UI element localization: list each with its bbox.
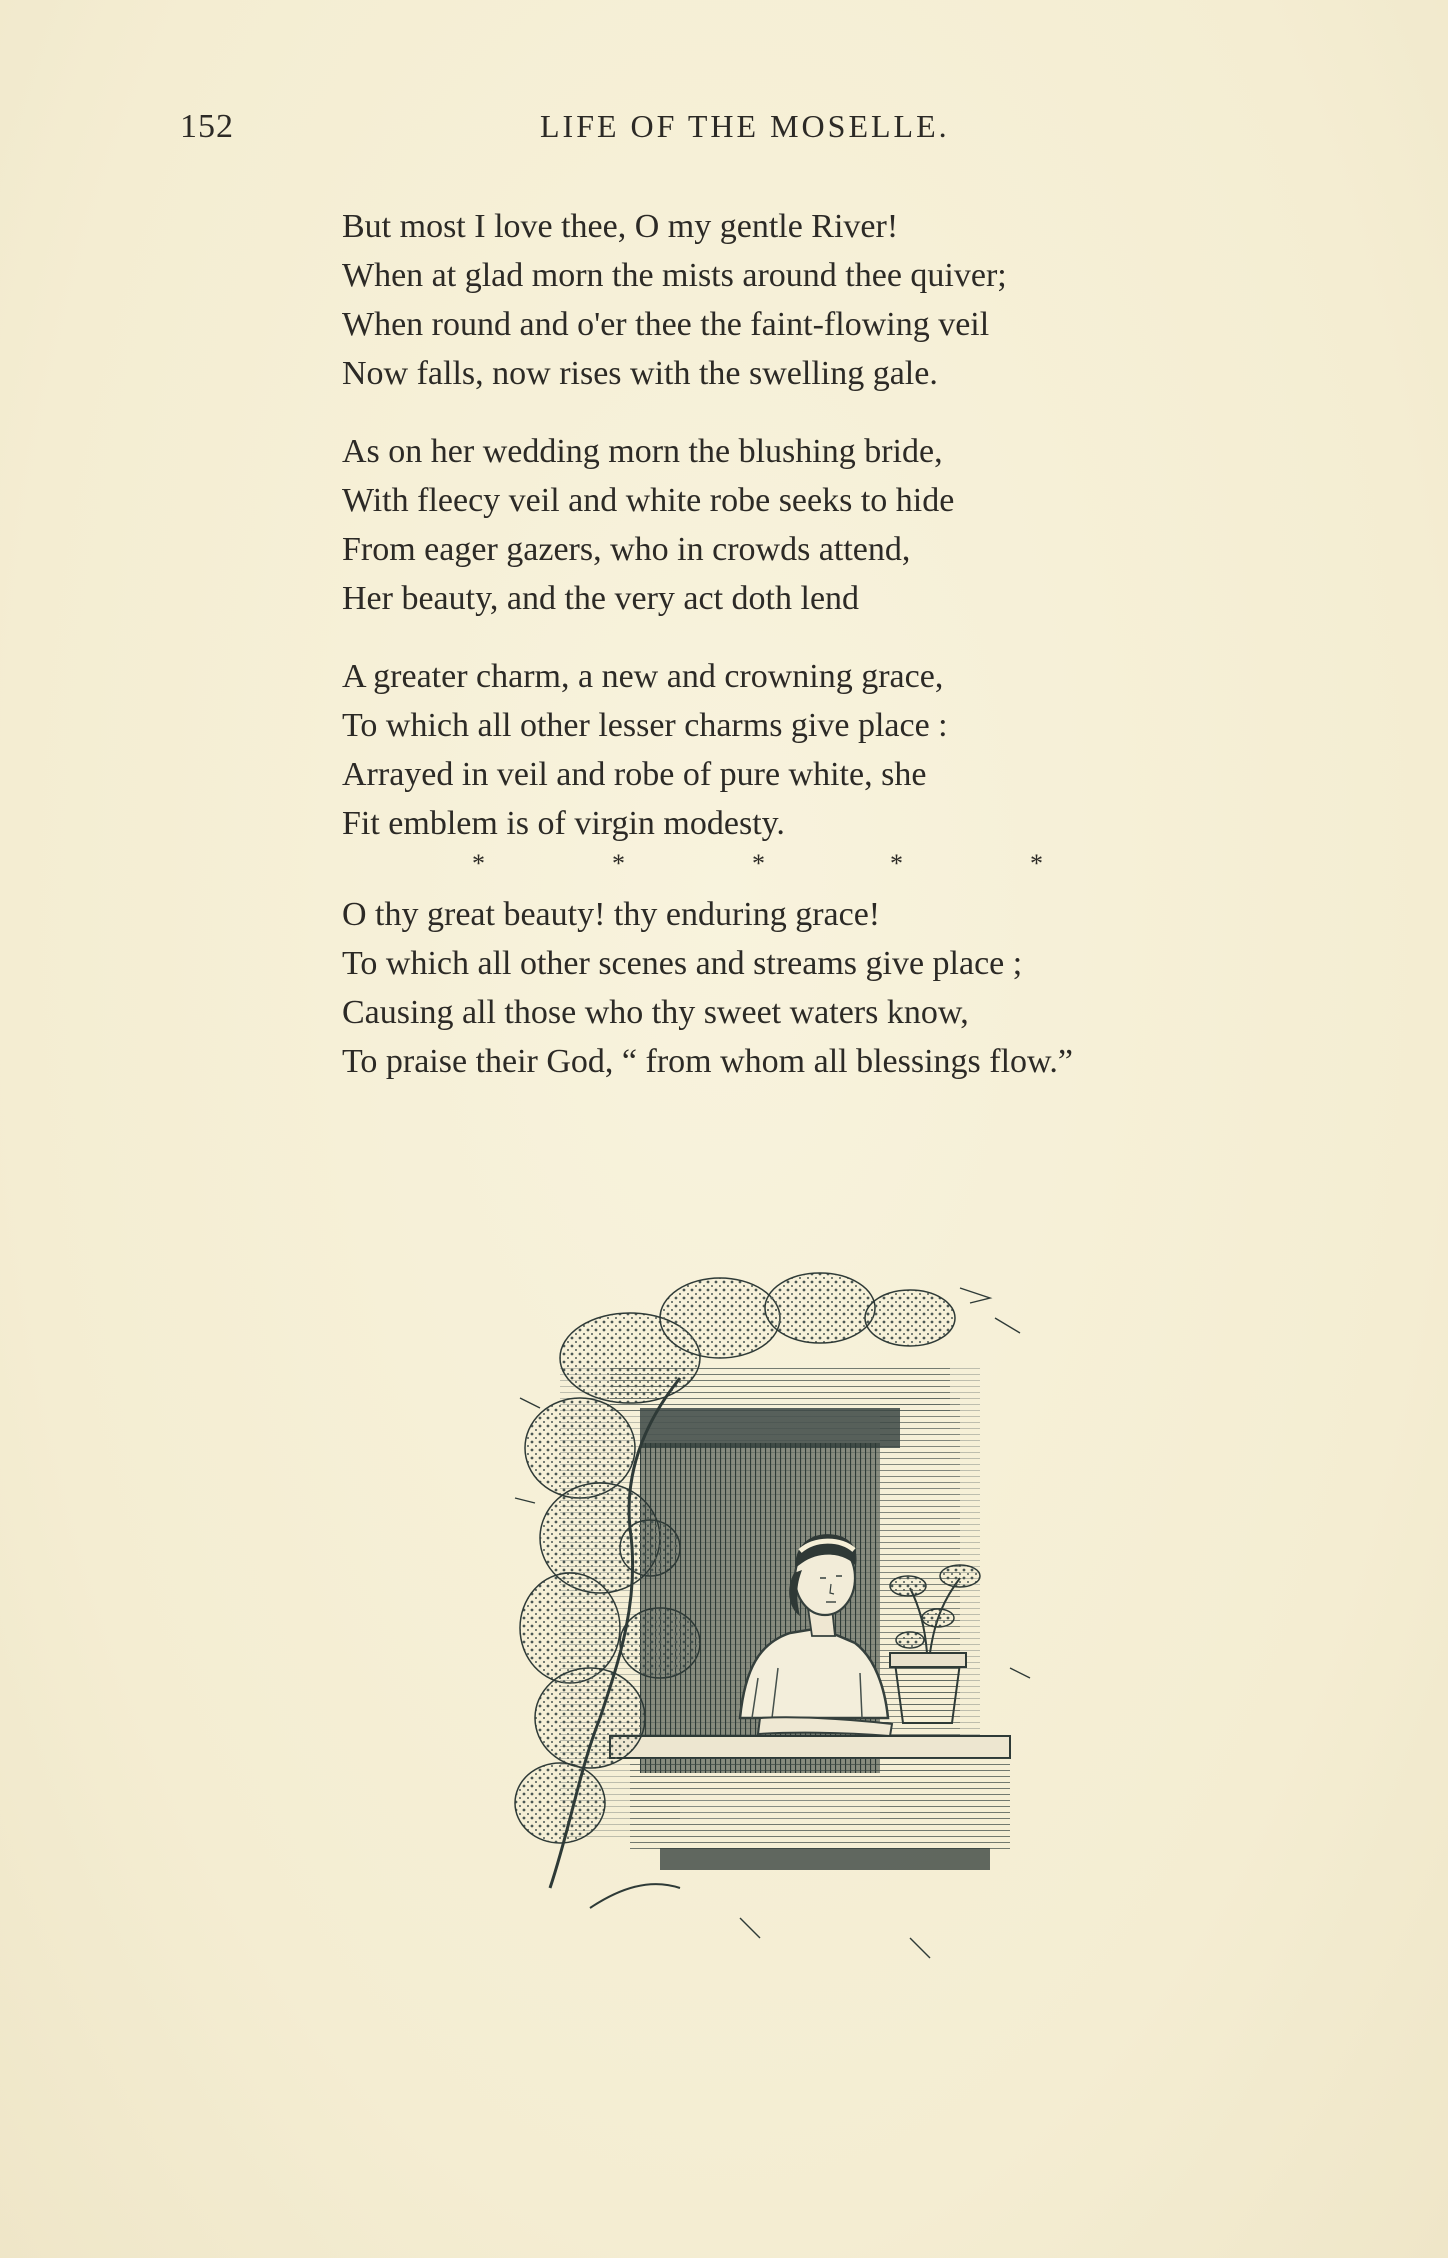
poem-line: Her beauty, and the very act doth lend: [342, 580, 860, 617]
poem-line: Fit emblem is of virgin modesty.: [342, 805, 785, 842]
poem-line: But most I love thee, O my gentle River!: [342, 208, 899, 245]
poem-line: When round and o'er thee the faint-flowing veil: [342, 306, 990, 343]
running-title: LIFE OF THE MOSELLE.: [540, 108, 950, 144]
poem: [342, 202, 1242, 1086]
asterisk: *: [612, 849, 625, 878]
poem-line: Causing all those who thy sweet waters know,: [342, 994, 969, 1031]
poem-line: Arrayed in veil and robe of pure white, she: [342, 756, 927, 793]
page-header: [180, 108, 1200, 158]
stanza-4: [342, 890, 1242, 1086]
asterisk: *: [472, 849, 485, 878]
poem-line: O thy great beauty! thy enduring grace!: [342, 896, 881, 933]
poem-line: To praise their God, “ from whom all blessings flow.”: [342, 1043, 1073, 1080]
stanza-2: [342, 427, 1242, 623]
asterisk: *: [1030, 849, 1043, 878]
poem-line: From eager gazers, who in crowds attend,: [342, 531, 911, 568]
asterisk: *: [752, 849, 765, 878]
asterisk: *: [890, 849, 903, 878]
poem-line: As on her wedding morn the blushing bride,: [342, 433, 943, 470]
engraving-woman-at-window-icon: [490, 1248, 1050, 1968]
page-number: 152: [180, 108, 234, 145]
stanza-3: [342, 652, 1242, 848]
poem-line: A greater charm, a new and crowning grace,: [342, 658, 944, 695]
stanza-1: [342, 202, 1242, 398]
poem-line: When at glad morn the mists around thee quiver;: [342, 257, 1007, 294]
poem-line: To which all other scenes and streams give place ;: [342, 945, 1023, 982]
asterism: [342, 840, 1242, 888]
poem-line: Now falls, now rises with the swelling gale.: [342, 355, 938, 392]
poem-line: With fleecy veil and white robe seeks to hide: [342, 482, 955, 519]
poem-line: To which all other lesser charms give place :: [342, 707, 948, 744]
